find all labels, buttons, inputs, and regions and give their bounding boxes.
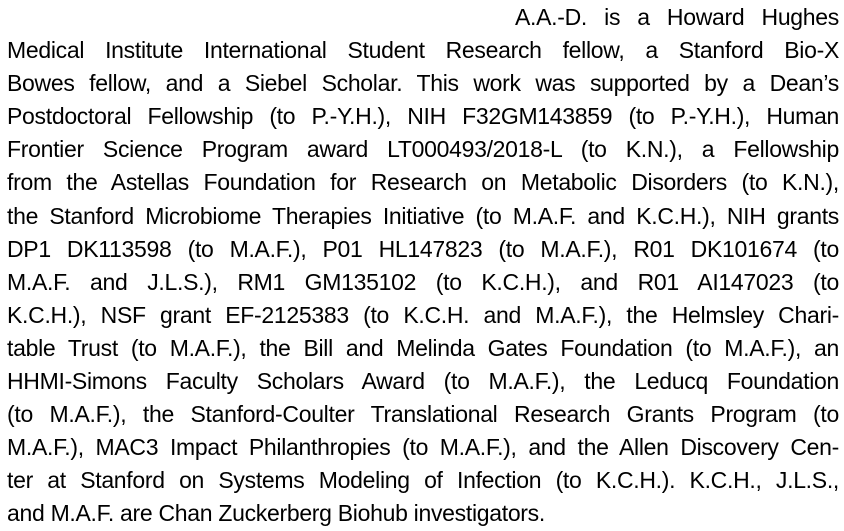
text-line: HHMI-Simons Faculty Scholars Award (to M.A.F.), the Leducq Foundation <box>7 368 839 395</box>
text-line: Frontier Science Program award LT000493/2018-L (to K.N.), a Fellowship <box>7 136 839 163</box>
text-line: Medical Institute International Student Research fellow, a Stanford Bio-X <box>7 37 839 64</box>
text-line: and M.A.F. are Chan Zuckerberg Biohub investigators. <box>7 500 545 527</box>
text-line: M.A.F.), MAC3 Impact Philanthropies (to M.A.F.), and the Allen Discovery Cen- <box>7 434 839 461</box>
text-line: the Stanford Microbiome Therapies Initiative (to M.A.F. and K.C.H.), NIH grants <box>7 202 839 229</box>
text-line: Postdoctoral Fellowship (to P.-Y.H.), NIH F32GM143859 (to P.-Y.H.), Human <box>7 103 839 130</box>
text-line: M.A.F. and J.L.S.), RM1 GM135102 (to K.C.H.), and R01 AI147023 (to <box>7 268 839 295</box>
text-line: DP1 DK113598 (to M.A.F.), P01 HL147823 (to M.A.F.), R01 DK101674 (to <box>7 235 839 262</box>
text-line: (to M.A.F.), the Stanford-Coulter Translational Research Grants Program (to <box>7 401 839 428</box>
text-line: Bowes fellow, and a Siebel Scholar. This work was supported by a Dean’s <box>7 70 839 97</box>
text-line: from the Astellas Foundation for Research on Metabolic Disorders (to K.N.), <box>7 169 839 196</box>
text-line: table Trust (to M.A.F.), the Bill and Melinda Gates Foundation (to M.A.F.), an <box>7 334 839 361</box>
text-line: ter at Stanford on Systems Modeling of Infection (to K.C.H.). K.C.H., J.L.S., <box>7 467 839 494</box>
text-line: K.C.H.), NSF grant EF-2125383 (to K.C.H. and M.A.F.), the Helmsley Chari- <box>7 301 839 328</box>
text-line: A.A.-D. is a Howard Hughes <box>515 4 839 30</box>
